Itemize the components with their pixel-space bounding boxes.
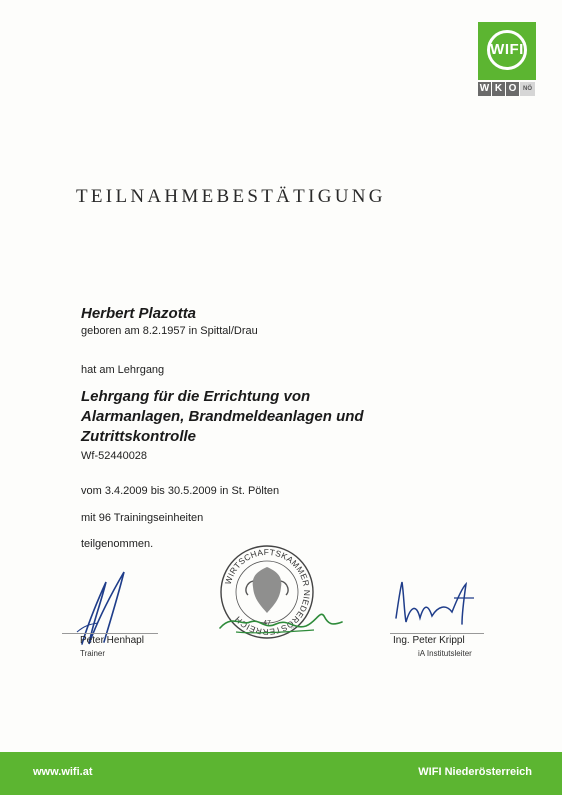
closing-text: teilgenommen. [81, 538, 154, 550]
green-signature [216, 596, 346, 640]
intro-line: hat am Lehrgang [81, 364, 165, 376]
course-title [81, 387, 364, 447]
course-title-line: Zutrittskontrolle [81, 428, 196, 445]
wifi-logo [478, 22, 536, 98]
director-role: iA Institutsleiter [418, 649, 472, 658]
wko-logo-bar [478, 82, 536, 96]
signature-line [62, 633, 158, 634]
course-period: vom 3.4.2009 bis 30.5.2009 in St. Pölten [81, 485, 280, 497]
signature-line [390, 633, 484, 634]
seal-text: WIRTSCHAFTSKAMMER NIEDERÖSTERREICH [222, 546, 313, 638]
wko-letter-k: K [492, 82, 505, 96]
wifi-logo-text: WIFI [490, 41, 524, 58]
wko-region-tag: NÖ [520, 82, 535, 96]
course-code: Wf-52440028 [81, 450, 148, 462]
director-name: Ing. Peter Krippl [393, 635, 465, 646]
birth-info: geboren am 8.2.1957 in Spittal/Drau [81, 325, 258, 337]
course-title-line: Alarmanlagen, Brandmeldeanlagen und [81, 408, 364, 425]
wko-letter-o: O [506, 82, 519, 96]
seal-number: 47 [263, 620, 271, 627]
wifi-logo-badge [478, 22, 536, 80]
document-title: TEILNAHMEBESTÄTIGUNG [76, 186, 386, 207]
footer-bar [0, 752, 562, 795]
training-units: mit 96 Trainingseinheiten [81, 512, 204, 524]
course-title-line: Lehrgang für die Errichtung von [81, 388, 311, 405]
footer-website-link[interactable]: www.wifi.at [33, 766, 93, 778]
footer-organization: WIFI Niederösterreich [418, 766, 532, 778]
director-signature [392, 578, 482, 630]
wko-letter-w: W [479, 83, 490, 94]
trainer-name: Peter Henhapl [80, 635, 144, 646]
trainer-role: Trainer [80, 649, 106, 658]
participant-name: Herbert Plazotta [81, 305, 197, 322]
